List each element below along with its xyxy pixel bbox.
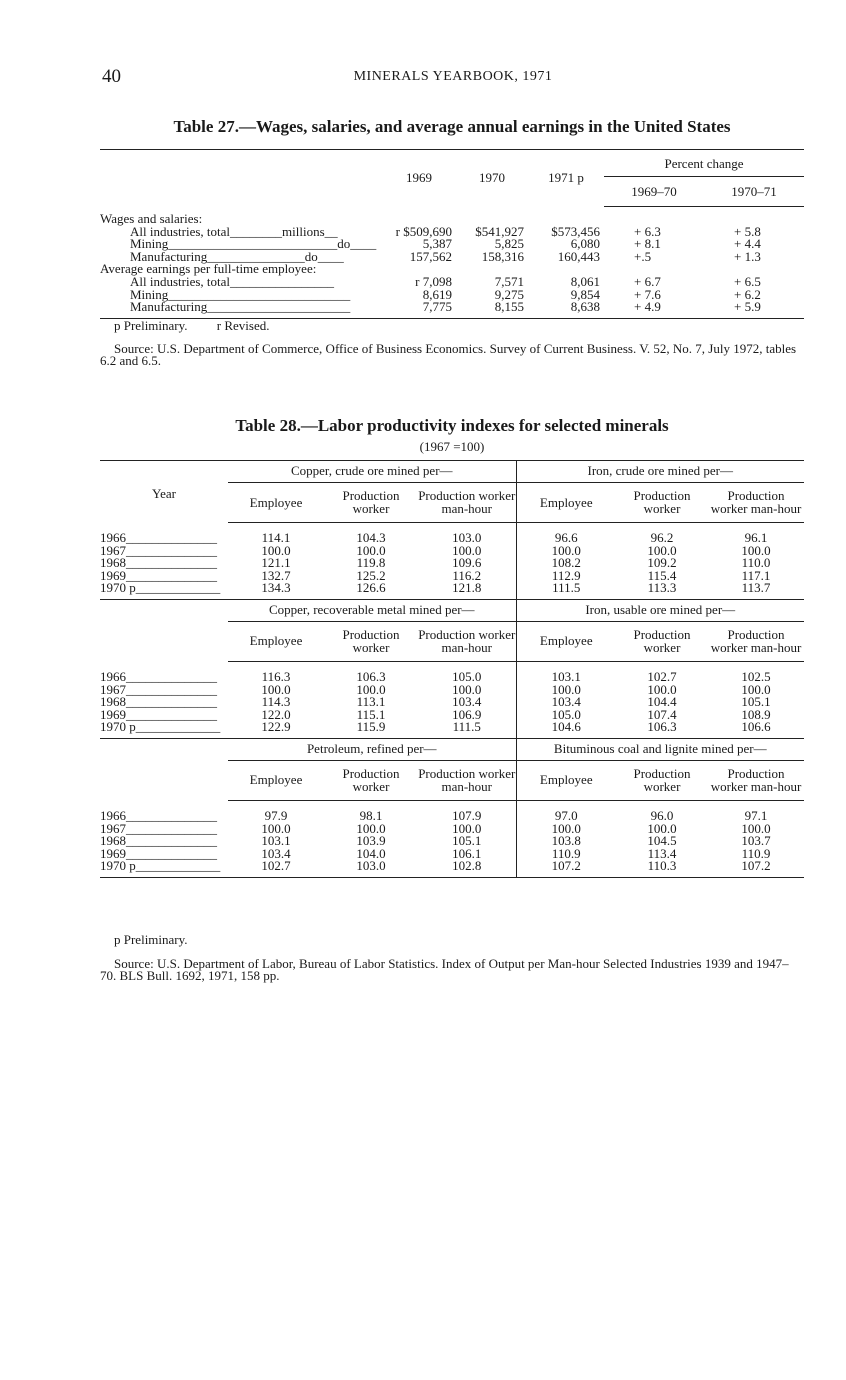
cell-1970: 8,155 [456,301,528,318]
index-cell: 103.1 [261,833,291,849]
index-cell: 108.9 [741,706,771,722]
year-cell: 1968______________ [100,555,217,571]
cell-pct-6970: + 4.9 [604,301,704,318]
index-cell: 110.0 [741,555,771,571]
cell-pct-7071: + 6.5 [734,273,761,289]
col-header-employee: Employee [228,621,324,661]
row-label: Manufacturing_______________do____ [130,248,344,264]
panel3-right-title: Bituminous coal and lignite mined per— [516,738,804,760]
table-row [100,523,804,545]
panel2-right-title: Iron, usable ore mined per— [516,599,804,621]
index-cell: 102.8 [418,860,516,877]
cell-pct-6970: +.5 [634,248,652,264]
cell-1971: $573,456 [551,223,600,239]
running-title: MINERALS YEARBOOK, 1971 [353,69,553,84]
table28-caption: Table 28.—Labor productivity indexes for selected minerals [235,416,669,435]
cell-pct-7071: + 4.4 [734,236,761,252]
year-cell: 1968______________ [100,833,217,849]
panel3-left-title: Petroleum, refined per— [228,738,516,760]
index-cell: 104.0 [356,845,386,861]
col-header-employee: Employee [516,621,616,661]
index-cell: 96.2 [650,530,674,545]
index-cell: 100.0 [261,820,291,836]
table28-footnotes [100,934,804,946]
index-cell: 107.2 [516,860,616,877]
cell-pct-7071: + 5.9 [704,301,804,318]
cell-1971: 160,443 [557,248,600,264]
index-cell: 100.0 [356,542,386,558]
index-cell: 116.2 [452,567,482,583]
year-cell: 1966______________ [100,530,217,545]
col-header-employee: Employee [516,483,616,523]
table27 [100,149,804,319]
index-cell: 100.0 [356,681,386,697]
row-label: All industries, total________millions__ [130,223,338,239]
index-cell: 103.9 [356,833,386,849]
index-cell: 96.1 [744,530,768,545]
col-header-production-worker-man-hour: Production worker man-hour [418,621,516,661]
table-row [100,582,804,599]
col-header-percent-change: Percent change [604,150,804,177]
year-cell: 1968______________ [100,694,217,710]
year-cell: 1967______________ [100,542,217,558]
year-stub [100,599,228,661]
row-label: Manufacturing______________________ [100,301,382,318]
table-row [100,860,804,877]
col-header-1969: 1969 [382,150,456,207]
index-cell: 102.7 [228,860,324,877]
index-cell: 100.0 [741,542,771,558]
index-cell: 100.0 [452,681,482,697]
index-cell: 103.4 [452,694,482,710]
index-cell: 107.9 [452,807,482,823]
index-cell: 134.3 [261,580,291,596]
table27-footnotes [100,320,804,332]
index-cell: 109.2 [647,555,677,571]
index-cell: 103.0 [452,530,482,545]
index-cell: 110.3 [616,860,708,877]
index-cell: 103.4 [516,696,616,709]
index-cell: 104.6 [516,721,616,738]
index-cell: 100.0 [647,681,677,697]
index-cell: 115.9 [356,719,386,735]
table-row [100,301,804,318]
cell-1971: 8,638 [528,301,604,318]
index-cell: 100.0 [452,542,482,558]
cell-1971: 6,080 [570,236,600,252]
year-cell: 1970 p_____________ [100,580,221,596]
index-cell: 103.0 [324,860,418,877]
col-header-employee: Employee [228,760,324,800]
index-cell: 102.5 [741,668,771,684]
cell-1970: 5,825 [494,236,524,252]
index-cell: 100.0 [647,542,677,558]
index-cell: 132.7 [261,567,291,583]
row-label: Mining__________________________do____ [130,236,377,252]
index-cell: 100.0 [516,823,616,836]
cell-pct-7071: + 1.3 [734,248,761,264]
index-cell: 111.5 [452,719,481,735]
footnote-preliminary: p Preliminary. [114,318,188,333]
index-cell: 113.1 [356,694,386,710]
col-header-employee: Employee [228,483,324,523]
panel1-right-title: Iron, crude ore mined per— [516,461,804,483]
table-row [100,800,804,822]
index-cell: 119.8 [356,555,386,571]
index-cell: 115.1 [356,706,386,722]
col-header-1970-71: 1970–71 [704,177,804,207]
index-cell: 105.1 [741,694,771,710]
year-cell: 1967______________ [100,681,217,697]
table27-stub-header [100,150,382,207]
table-row [100,661,804,683]
col-header-production-worker: Production worker [324,621,418,661]
index-cell: 109.6 [452,555,482,571]
index-cell: 100.0 [647,820,677,836]
cell-1969: 7,775 [382,301,456,318]
year-stub [100,738,228,800]
index-cell: 100.0 [741,681,771,697]
cell-1969: r 7,098 [415,273,452,289]
cell-pct-6970: + 8.1 [634,236,661,252]
index-cell: 114.3 [261,694,291,710]
year-cell: 1967______________ [100,820,217,836]
table28-source: Source: U.S. Department of Labor, Bureau of Labor Statistics. Index of Output per Man-hour Selected Industries 1939 and 1947–70. BLS Bull. 1692, 1971, 158 pp. [100,956,789,983]
cell-pct-7071: + 6.2 [734,286,761,302]
year-cell: 1969______________ [100,567,217,583]
cell-1971: 9,854 [570,286,600,302]
index-cell: 96.6 [516,523,616,545]
col-header-production-worker: Production worker [616,621,708,661]
index-cell: 106.1 [452,845,482,861]
cell-pct-6970: + 6.3 [634,223,661,239]
index-cell: 104.5 [647,833,677,849]
col-header-production-worker-man-hour: Production worker man-hour [708,483,804,523]
index-cell: 104.4 [647,694,677,710]
index-cell: 106.9 [452,706,482,722]
col-header-production-worker: Production worker [324,483,418,523]
index-cell: 100.0 [516,545,616,558]
index-cell: 105.0 [452,668,482,684]
index-cell: 104.3 [356,530,386,545]
index-cell: 103.1 [516,661,616,683]
index-cell: 122.9 [261,719,291,735]
table27-caption: Table 27.—Wages, salaries, and average annual earnings in the United States [173,117,731,136]
year-cell: 1970 p_____________ [100,860,228,877]
index-cell: 100.0 [516,684,616,697]
panel1-left-title: Copper, crude ore mined per— [228,461,516,483]
cell-1969: r $509,690 [395,223,452,239]
index-cell: 97.9 [264,807,288,823]
index-cell: 114.1 [261,530,291,545]
cell-1969: 5,387 [422,236,452,252]
index-cell: 113.3 [647,580,677,596]
year-cell: 1966______________ [100,668,217,684]
col-header-production-worker: Production worker [616,483,708,523]
page-number: 40 [102,66,121,87]
col-header-production-worker-man-hour: Production worker man-hour [708,760,804,800]
table28 [100,460,804,878]
index-cell: 121.1 [261,555,291,571]
index-cell: 100.0 [261,542,291,558]
section-average-earnings: Average earnings per full-time employee: [100,261,317,277]
index-cell: 113.7 [741,580,771,596]
index-cell: 112.9 [516,570,616,583]
cell-1970: 7,571 [494,273,524,289]
col-header-1970: 1970 [456,150,528,207]
year-cell: 1969______________ [100,706,217,722]
col-header-1971: 1971 p [528,150,604,207]
index-cell: 100.0 [452,820,482,836]
index-cell: 121.8 [452,580,482,596]
index-cell: 103.7 [741,833,771,849]
index-cell: 110.9 [516,848,616,861]
index-cell: 100.0 [356,820,386,836]
year-header: Year [100,461,228,523]
index-cell: 125.2 [356,567,386,583]
index-cell: 100.0 [261,681,291,697]
year-cell: 1969______________ [100,845,217,861]
row-label: All industries, total________________ [130,273,335,289]
index-cell: 106.3 [647,719,677,735]
cell-pct-6970: + 7.6 [634,286,661,302]
index-cell: 98.1 [359,807,383,823]
index-cell: 122.0 [261,706,291,722]
index-cell: 103.4 [261,845,291,861]
year-cell: 1966______________ [100,807,217,823]
index-cell: 107.2 [708,860,804,877]
index-cell: 113.4 [647,845,677,861]
index-cell: 106.6 [741,719,771,735]
cell-1969: 8,619 [422,286,452,302]
cell-pct-7071: + 5.8 [734,223,761,239]
index-cell: 105.1 [452,833,482,849]
index-cell: 126.6 [356,580,386,596]
index-cell: 108.2 [516,557,616,570]
section-wages: Wages and salaries: [100,211,203,226]
footnote-preliminary: p Preliminary. [114,932,188,947]
col-header-production-worker: Production worker [324,760,418,800]
cell-1970: 9,275 [494,286,524,302]
cell-1970: 158,316 [481,248,524,264]
col-header-production-worker: Production worker [616,760,708,800]
index-cell: 97.0 [516,800,616,822]
page-header [102,66,804,90]
cell-1970: $541,927 [475,223,524,239]
index-cell: 110.9 [741,845,771,861]
index-cell: 106.3 [356,668,386,684]
year-cell: 1970 p_____________ [100,719,221,735]
col-header-production-worker-man-hour: Production worker man-hour [418,760,516,800]
col-header-employee: Employee [516,760,616,800]
row-label: Mining____________________________ [130,286,351,302]
table27-source: Source: U.S. Department of Commerce, Office of Business Economics. Survey of Current Business. V. 52, No. 7, July 1972, tables 6.2 and 6.5. [100,341,797,368]
index-cell: 96.0 [650,807,674,823]
index-cell: 115.4 [647,567,677,583]
index-cell: 107.4 [647,706,677,722]
index-cell: 117.1 [741,567,771,583]
table-row [100,721,804,738]
index-cell: 103.8 [516,835,616,848]
cell-pct-6970: + 6.7 [634,273,661,289]
table28-subcaption: (1967 =100) [419,439,485,454]
col-header-1969-70: 1969–70 [604,177,704,207]
footnote-revised: r Revised. [216,318,270,333]
index-cell: 102.7 [647,668,677,684]
index-cell: 100.0 [741,820,771,836]
col-header-production-worker-man-hour: Production worker man-hour [418,483,516,523]
index-cell: 105.0 [516,709,616,722]
index-cell: 116.3 [261,668,291,684]
cell-1971: 8,061 [570,273,600,289]
col-header-production-worker-man-hour: Production worker man-hour [708,621,804,661]
index-cell: 111.5 [516,582,616,599]
index-cell: 97.1 [744,807,768,823]
panel2-left-title: Copper, recoverable metal mined per— [228,599,516,621]
cell-1969: 157,562 [409,248,452,264]
